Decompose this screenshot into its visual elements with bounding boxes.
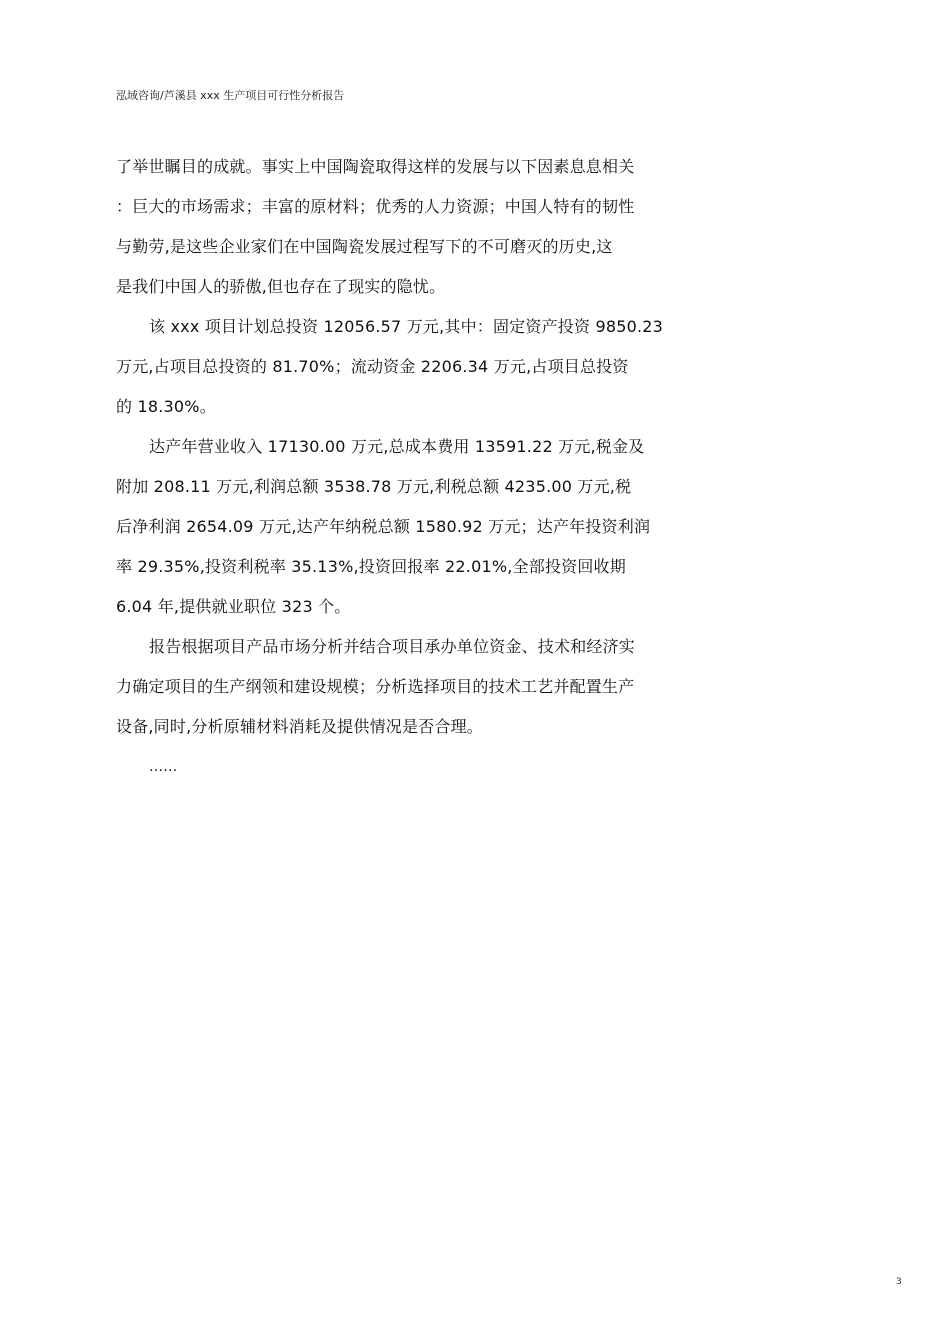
text-line: 6.04 年,提供就业职位 323 个。 [116, 597, 351, 616]
text-line: 率 29.35%,投资利税率 35.13%,投资回报率 22.01%,全部投资回收期 [116, 557, 626, 576]
text-line: 力确定项目的生产纲领和建设规模；分析选择项目的技术工艺并配置生产 [116, 677, 635, 696]
body-text [116, 147, 696, 787]
text-line: 设备,同时,分析原辅材料消耗及提供情况是否合理。 [116, 717, 483, 736]
text-line: ：巨大的市场需求；丰富的原材料；优秀的人力资源；中国人特有的韧性 [116, 197, 635, 216]
text-line: 万元,占项目总投资的 81.70%；流动资金 2206.34 万元,占项目总投资 [116, 357, 629, 376]
page-number: 3 [896, 1277, 902, 1287]
paragraph-investment-start: 该 xxx 项目计划总投资 12056.57 万元,其中：固定资产投资 9850.23 [149, 317, 664, 336]
text-line: 的 18.30%。 [116, 397, 216, 416]
text-line: 是我们中国人的骄傲,但也存在了现实的隐忧。 [116, 277, 446, 296]
text-line: 了举世瞩目的成就。事实上中国陶瓷取得这样的发展与以下因素息息相关 [116, 157, 635, 176]
text-line: 附加 208.11 万元,利润总额 3538.78 万元,利税总额 4235.00 万元,税 [116, 477, 632, 496]
paragraph-report-start: 报告根据项目产品市场分析并结合项目承办单位资金、技术和经济实 [149, 637, 636, 656]
paragraph-revenue-start: 达产年营业收入 17130.00 万元,总成本费用 13591.22 万元,税金及 [149, 437, 645, 456]
page-header: 泓域咨询/芦溪县 xxx 生产项目可行性分析报告 [116, 89, 345, 102]
text-line: 与勤劳,是这些企业家们在中国陶瓷发展过程写下的不可磨灭的历史,这 [116, 237, 613, 256]
ellipsis: …… [149, 759, 178, 775]
text-line: 后净利润 2654.09 万元,达产年纳税总额 1580.92 万元；达产年投资利润 [116, 517, 651, 536]
